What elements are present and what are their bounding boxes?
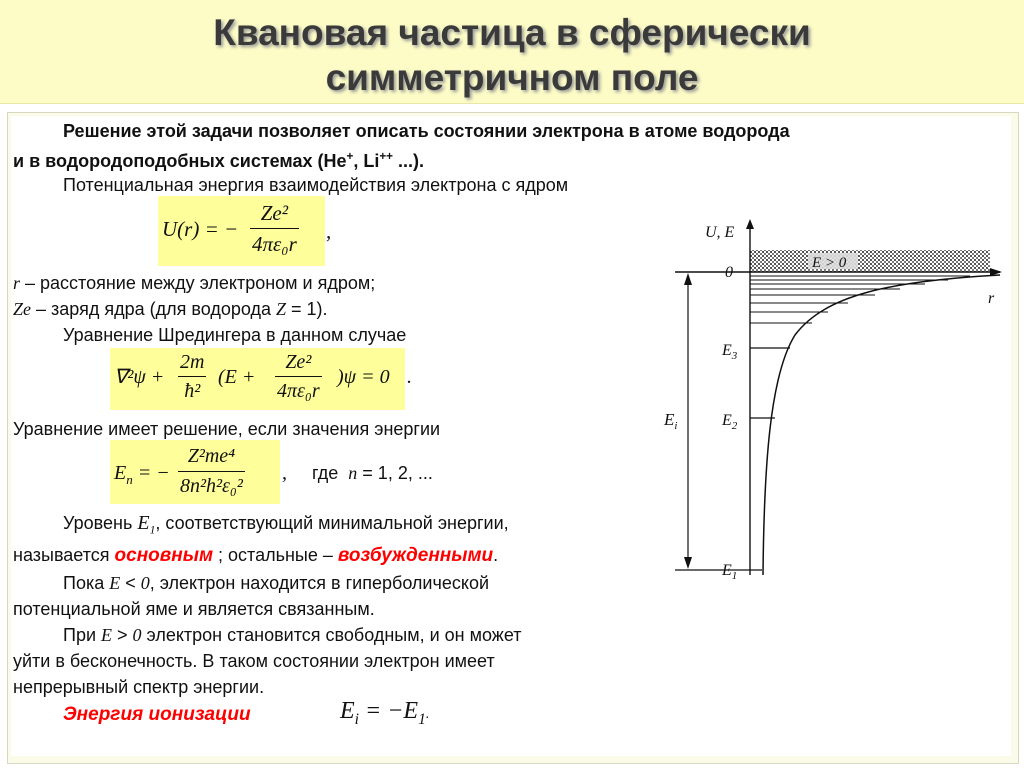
ionization-formula: $E_i = -E_1$. — [340, 698, 430, 728]
free-line-3: непрерывный спектр энергии. — [13, 677, 265, 697]
energy-comma: , — [282, 462, 287, 484]
energy-level-diagram — [650, 215, 1010, 585]
bound-line-1: Пока E < 0, электрон находится в гиперболической — [63, 573, 490, 593]
intro-line-1: Решение этой задачи позволяет описать состоянии электрона в атоме водорода — [63, 121, 790, 141]
potential-text: Потенциальная энергия взаимодействия электрона с ядром — [63, 175, 569, 195]
potential-lhs: U(r) = − — [162, 217, 239, 241]
free-line-1: При E > 0 электрон становится свободным, и он может — [63, 625, 522, 645]
y-axis-arrow — [746, 219, 754, 229]
title-line-1: Квановая частица в сферически — [213, 12, 811, 53]
slide-title — [0, 10, 1024, 100]
e1-label: $E_1$ — [722, 562, 738, 582]
continuum-region — [750, 250, 990, 272]
schrod-fraction-2: $\frac{\text{Ze²}}{\text{4πε₀r}}$ — [275, 348, 322, 405]
schrod-dot: . — [407, 366, 412, 388]
schrod-mid: (E + — [218, 366, 256, 388]
level-line-1: Уровень $E_1$, соответствующий минимальной энергии, — [63, 512, 509, 537]
intro-line-2: и в водородоподобных системах (He+, Li++ ...). — [13, 150, 425, 171]
level-line-2: называется основным ; остальные – возбужденными. — [13, 545, 499, 566]
def-r: r – расстояние между электроном и ядром; — [13, 273, 376, 293]
energy-fraction: $\frac{\text{Z²me⁴}}{\text{8n²h²ε₀²}}$ — [178, 442, 245, 501]
schrod-lhs: ∇²ψ + — [114, 366, 165, 388]
potential-fraction: $\frac{\text{Ze²}}{\text{4πε₀r}}$ — [250, 198, 299, 259]
y-axis-label: U, E — [705, 224, 735, 241]
energy-where: где n = 1, 2, ... — [312, 463, 433, 483]
schrod-rhs: )ψ = 0 — [337, 366, 390, 388]
excited-state-label: возбужденными — [337, 545, 494, 566]
ei-label: $E_i$ — [664, 410, 678, 432]
e3-label: $E_3$ — [722, 342, 738, 362]
e2-label: $E_2$ — [722, 412, 738, 432]
energy-text: Уравнение имеет решение, если значения энергии — [13, 419, 441, 439]
schrod-fraction-1: $\frac{2m}{\text{ħ²}}$ — [178, 348, 206, 405]
def-ze: Ze – заряд ядра (для водорода Z = 1). — [13, 299, 328, 319]
ionization-arrow-bottom — [684, 557, 692, 569]
ionization-label: Энергия ионизации — [63, 704, 251, 725]
zero-label: 0 — [725, 264, 733, 281]
energy-lhs: $E_n$ = − — [114, 462, 170, 487]
x-axis-label: r — [988, 290, 995, 307]
ionization-arrow-top — [684, 273, 692, 285]
upper-levels — [750, 276, 970, 323]
continuum-label: E > 0 — [812, 255, 847, 271]
basic-state-label: основным — [114, 545, 214, 566]
bound-line-2: потенциальной яме и является связанным. — [13, 599, 375, 619]
potential-curve — [763, 275, 1000, 575]
potential-comma: , — [326, 219, 332, 243]
free-line-2: уйти в бесконечность. В таком состоянии электрон имеет — [13, 651, 495, 671]
title-line-2: симметричном поле — [325, 57, 699, 98]
schrod-text: Уравнение Шредингера в данном случае — [63, 325, 407, 345]
